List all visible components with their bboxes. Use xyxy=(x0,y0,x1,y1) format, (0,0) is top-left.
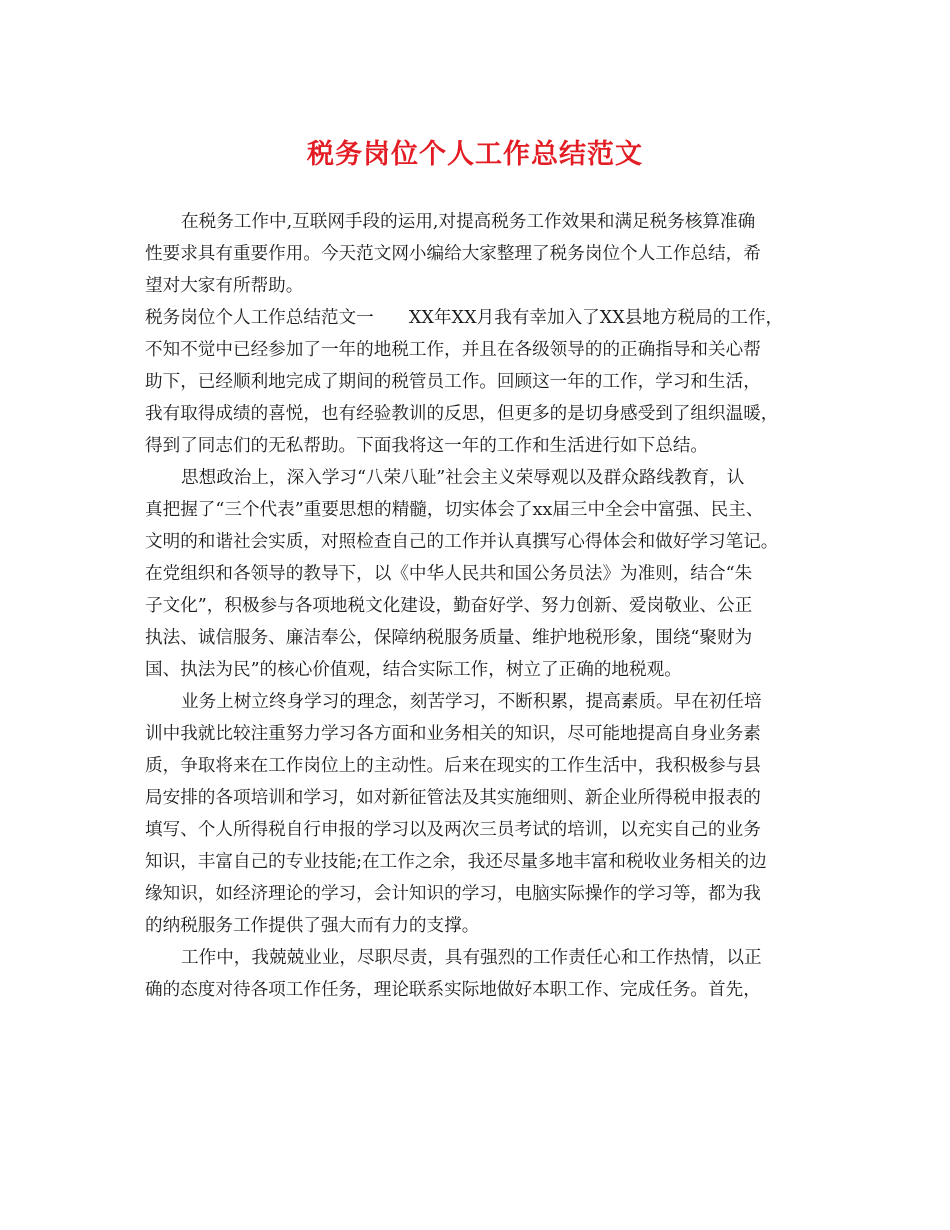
text-line: 得到了同志们的无私帮助。下面我将这一年的工作和生活进行如下总结。 xyxy=(145,436,709,456)
text-line: 质，争取将来在工作岗位上的主动性。后来在现实的工作生活中，我积极参与县 xyxy=(145,756,761,776)
text-line: 工作中，我兢兢业业，尽职尽责，具有强烈的工作责任心和工作热情，以正 xyxy=(181,948,762,968)
document-body xyxy=(145,206,825,1006)
text-line: 训中我就比较注重努力学习各方面和业务相关的知识，尽可能地提高自身业务素 xyxy=(145,724,761,744)
text-line: 确的态度对待各项工作任务，理论联系实际地做好本职工作、完成任务。首先， xyxy=(145,980,761,1000)
text-line: 局安排的各项培训和学习，如对新征管法及其实施细则、新企业所得税申报表的 xyxy=(145,788,761,808)
text-line: 执法、诚信服务、廉洁奉公，保障纳税服务质量、维护地税形象，围绕“聚财为 xyxy=(145,628,753,648)
text-line: 性要求具有重要作用。今天范文网小编给大家整理了税务岗位个人工作总结，希 xyxy=(145,244,761,264)
text-line: 税务岗位个人工作总结范文一 XX年XX月我有幸加入了XX县地方税局的工作， xyxy=(145,308,784,328)
text-line: 思想政治上，深入学习“八荣八耻”社会主义荣辱观以及群众路线教育，认 xyxy=(181,468,745,488)
text-line: 缘知识，如经济理论的学习，会计知识的学习，电脑实际操作的学习等，都为我 xyxy=(145,884,761,904)
text-line: 文明的和谐社会实质，对照检查自己的工作并认真撰写心得体会和做好学习笔记。 xyxy=(145,532,779,552)
text-line: 在党组织和各领导的教导下，以《中华人民共和国公务员法》为准则，结合“朱 xyxy=(145,564,753,584)
text-line: 真把握了“三个代表”重要思想的精髓，切实体会了xx届三中全会中富强、民主、 xyxy=(145,500,764,520)
text-line: 的纳税服务工作提供了强大而有力的支撑。 xyxy=(145,916,480,936)
text-line: 我有取得成绩的喜悦，也有经验教训的反思，但更多的是切身感受到了组织温暖， xyxy=(145,404,779,424)
text-line: 助下，已经顺利地完成了期间的税管员工作。回顾这一年的工作，学习和生活， xyxy=(145,372,761,392)
text-line: 知识，丰富自己的专业技能;在工作之余，我还尽量多地丰富和税收业务相关的边 xyxy=(145,852,767,872)
text-line: 子文化”，积极参与各项地税文化建设，勤奋好学、努力创新、爱岗敬业、公正 xyxy=(145,596,753,616)
text-line: 在税务工作中,互联网手段的运用,对提高税务工作效果和满足税务核算准确 xyxy=(181,212,756,232)
text-line: 不知不觉中已经参加了一年的地税工作，并且在各级领导的的正确指导和关心帮 xyxy=(145,340,761,360)
text-line: 望对大家有所帮助。 xyxy=(145,276,304,296)
text-line: 国、执法为民”的核心价值观，结合实际工作，树立了正确的地税观。 xyxy=(145,660,682,680)
text-line: 业务上树立终身学习的理念，刻苦学习，不断积累，提高素质。早在初任培 xyxy=(181,692,762,712)
document-title: 税务岗位个人工作总结范文 xyxy=(307,139,643,170)
text-line: 填写、个人所得税自行申报的学习以及两次三员考试的培训，以充实自己的业务 xyxy=(145,820,761,840)
